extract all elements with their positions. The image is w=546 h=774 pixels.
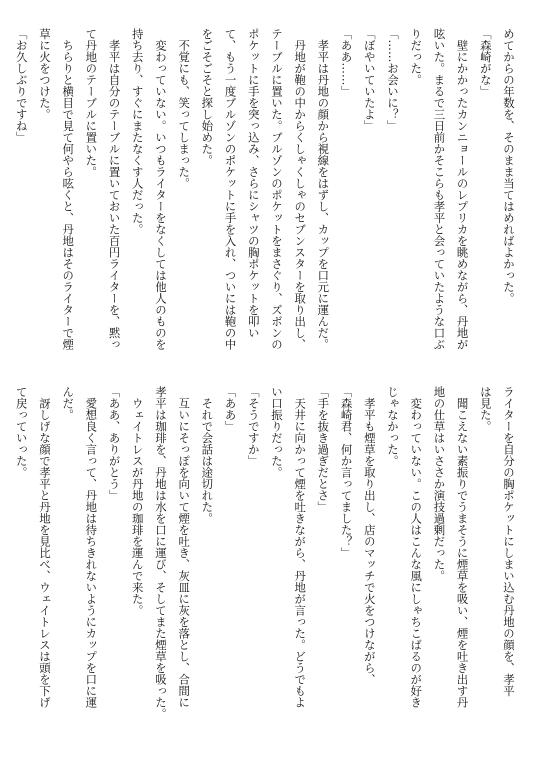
text-line: 「ああ……」 <box>339 28 354 97</box>
text-line: それで会話は途切れた。 <box>200 386 215 524</box>
text-line: 孝平も煙草を取り出し、店のマッチで火をつけながら、 <box>362 386 377 685</box>
text-line: 聞こえない素振りでうまそうに煙草を吸い、煙を吐き出す丹 <box>455 386 470 708</box>
text-line: 丹地が鞄の中からくしゃくしゃのセブンスターを取り出し、 <box>293 28 308 350</box>
text-line: ちらりと横目で見て何やら呟くと、丹地はそのライターで煙 <box>61 28 76 350</box>
text-line: い口振りだった。 <box>269 386 284 478</box>
text-line: ライターを自分の胸ポケットにしまい込む丹地の顔を、孝平 <box>502 386 516 697</box>
text-line: 地の仕草はいささか演技過剰だった。 <box>432 386 447 582</box>
text-line: 互いにそっぽを向いて煙を吐き、灰皿に灰を落とし、合間に <box>177 386 192 708</box>
text-line: をごそごそと探し始めた。 <box>200 28 215 166</box>
text-line: りだった。 <box>409 28 424 86</box>
text-line: て丹地のテーブルに置いた。 <box>84 28 99 178</box>
text-line: 壁にかかったカンニョールのレプリカを眺めながら、丹地が <box>455 28 470 350</box>
text-line: 孝平は珈琲を、丹地は水を口に運び、そしてまた煙草を吸った。 <box>153 386 168 720</box>
text-line: テーブルに置いた。ブルゾンのポケットをまさぐり、ズボンの <box>269 28 284 350</box>
text-line: 「森崎がな」 <box>478 28 493 97</box>
text-line: 「ぼやいていたよ」 <box>362 28 377 132</box>
upper-text-block <box>0 28 520 364</box>
text-line: は見た。 <box>478 386 493 432</box>
text-line: て、もう一度ブルゾンのポケットに手を入れ、ついには鞄の中 <box>223 28 238 350</box>
text-line: 「手を抜き過ぎだとさ」 <box>316 386 331 513</box>
text-line: ウェイトレスが丹地の珈琲を運んで来た。 <box>130 386 145 616</box>
text-line: んだ。 <box>61 386 76 421</box>
text-line: 変わっていない。いつもライターをなくしては他人のものを <box>153 28 168 350</box>
text-line: 「そうですか」 <box>246 386 261 467</box>
text-line: 訝しげな顔で孝平と丹地を見比べ、ウェイトレスは頭を下げ <box>37 386 52 708</box>
text-line: じゃなかった。 <box>385 386 400 467</box>
text-line: 草に火をつけた。 <box>37 28 52 120</box>
lower-text-block <box>0 386 520 748</box>
text-line: めてからの年数を、そのまま当てはめればよかった。 <box>502 28 516 304</box>
text-line: 変わっていない。この人はこんな風にしゃちこばるのが好き <box>409 386 424 708</box>
text-line: 不覚にも、笑ってしまった。 <box>177 28 192 189</box>
text-line: 「ああ」 <box>223 386 238 432</box>
text-line: 持ち去り、すぐにまたなくす人だった。 <box>130 28 145 235</box>
text-line: ポケットに手を突っ込み、さらにシャツの胸ポケットを叩い <box>246 28 261 339</box>
text-line: 「森崎君、何か言ってました？」 <box>339 386 354 559</box>
text-line: 愛想良く言って、丹地は待ちきれないようにカップを口に運 <box>84 386 99 708</box>
text-line: 「……お会いに？」 <box>385 28 400 132</box>
text-line: 「ああ、ありがとう」 <box>107 386 122 501</box>
text-line: 孝平は丹地の顔から視線をはずし、カップを口元に運んだ。 <box>316 28 331 350</box>
text-line: て戻っていった。 <box>14 386 29 478</box>
text-line: 呟いた。まるで三日前かそこらも孝平と会っていたような口ぶ <box>432 28 447 350</box>
text-line: 天井に向かって煙を吐きながら、丹地が言った。どうでもよ <box>293 386 308 708</box>
text-line: 孝平は自分のテーブルに置いておいた百円ライターを、黙っ <box>107 28 122 350</box>
text-line: 「お久しぶりですね」 <box>14 28 29 143</box>
